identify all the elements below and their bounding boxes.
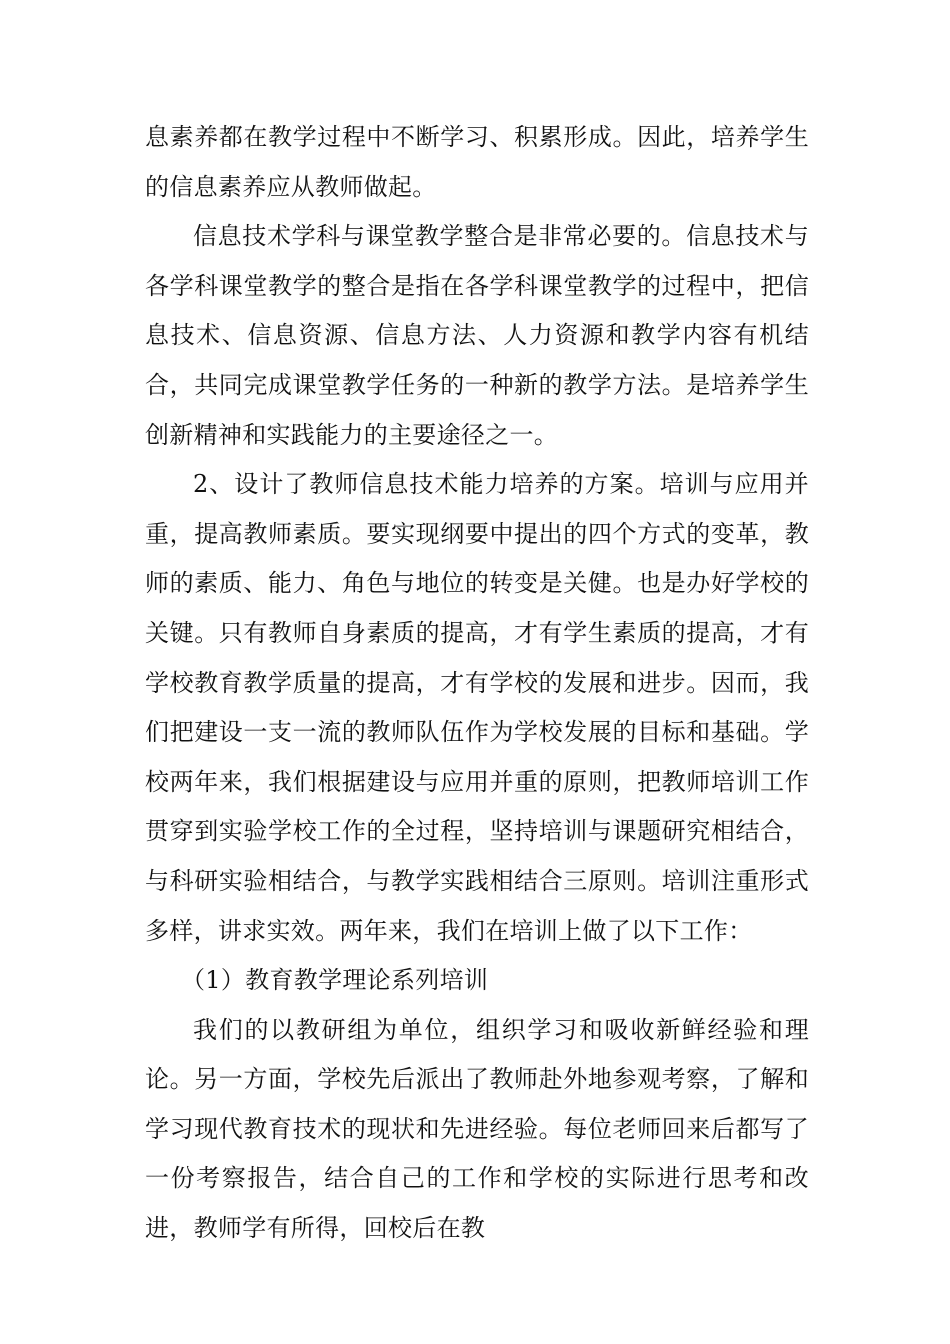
paragraph-continuation: 息素养都在教学过程中不断学习、积累形成。因此，培养学生的信息素养应从教师做起。	[145, 123, 809, 201]
paragraph-study-visits: 我们的以教研组为单位，组织学习和吸收新鲜经验和理论。另一方面，学校先后派出了教师赴外地参观考察，了解和学习现代教育技术的现状和先进经验。每位老师回来后都写了一份考察报告，结合自己的工作和学校的实际进行思考和改进，教师学有所得，回校后在教	[145, 1015, 809, 1243]
paragraph-integration: 信息技术学科与课堂教学整合是非常必要的。信息技术与各学科课堂教学的整合是指在各学科课堂教学的过程中，把信息技术、信息资源、信息方法、人力资源和教学内容有机结合，共同完成课堂教学任务的一种新的教学方法。是培养学生创新精神和实践能力的主要途径之一。	[145, 222, 809, 449]
document-body	[145, 113, 809, 1254]
paragraph-training-plan: 2、设计了教师信息技术能力培养的方案。培训与应用并重，提高教师素质。要实现纲要中提出的四个方式的变革，教师的素质、能力、角色与地位的转变是关健。也是办好学校的关键。只有教师自身素质的提高，才有学生素质的提高，才有学校教育教学质量的提高，才有学校的发展和进步。因而，我们把建设一支一流的教师队伍作为学校发展的目标和基础。学校两年来，我们根据建设与应用并重的原则，把教师培训工作贯穿到实验学校工作的全过程，坚持培训与课题研究相结合，与科研实验相结合，与教学实践相结合三原则。培训注重形式多样，讲求实效。两年来，我们在培训上做了以下工作：	[145, 470, 809, 945]
subheading-theory-training: （1）教育教学理论系列培训	[181, 966, 489, 995]
